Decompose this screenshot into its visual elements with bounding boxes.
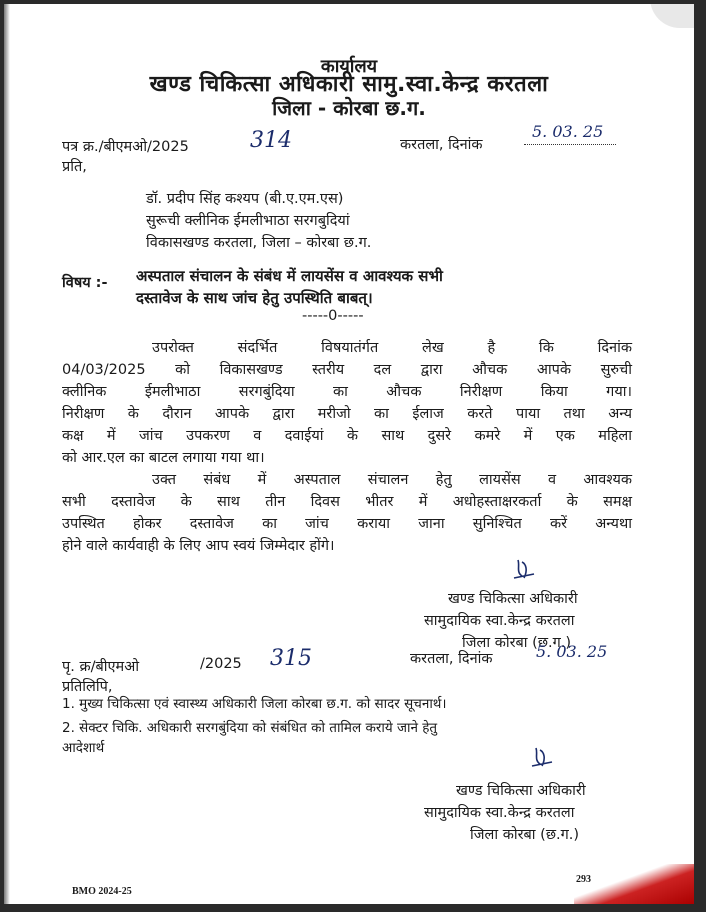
signature-line: खण्ड चिकित्सा अधिकारी	[448, 591, 578, 607]
letter-ref-prefix: पत्र क्र./बीएमओ/2025	[62, 139, 189, 155]
letter-place-date-label: करतला, दिनांक	[400, 137, 483, 153]
recipient-line: विकासखण्ड करतला, जिला – कोरबा छ.ग.	[146, 235, 372, 251]
copy-item: 2. सेक्टर चिकि. अधिकारी सरगबुंदिया को संबंधित को तामिल कराये जाने हेतु	[62, 720, 438, 736]
body-line: 04/03/2025 को विकासखण्ड स्तरीय दल द्वारा औचक आपके सुरुची	[62, 362, 632, 378]
body-line: को आर.एल का बाटल लगाया गया था।	[62, 450, 265, 466]
recipient-line: सुरूची क्लीनिक ईमलीभाठा सरगबुदियां	[146, 213, 350, 229]
signature-line: सामुदायिक स्वा.केन्द्र करतला	[424, 613, 575, 629]
body-line: उपस्थित होकर दस्तावेज का जांच कराया जाना सुनिश्चित करें अन्यथा	[62, 516, 632, 532]
subject-line: अस्पताल संचालन के संबंध में लायसेंस व आवश्यक सभी	[136, 267, 443, 285]
subject-label: विषय :-	[62, 275, 108, 291]
corner-mark	[650, 4, 694, 28]
page-number: 293	[576, 874, 591, 885]
copy-item: आदेशार्थ	[62, 740, 105, 756]
copy-ref-year: /2025	[200, 656, 242, 672]
copy-label: प्रतिलिपि,	[62, 679, 113, 695]
body-line: कक्ष में जांच उपकरण व दवाईयां के साथ दुसरे कमरे में एक महिला	[62, 428, 632, 444]
copy-item: 1. मुख्य चिकित्सा एवं स्वास्थ्य अधिकारी जिला कोरबा छ.ग. को सादर सूचनार्थ।	[62, 696, 447, 712]
body-line: निरीक्षण के दौरान आपके द्वारा मरीजो का ईलाज करते पाया तथा अन्य	[62, 406, 632, 422]
page-edge-shadow	[4, 4, 10, 904]
copy-place-date-label: करतला, दिनांक	[410, 651, 493, 667]
copy-date-handwritten: 5. 03. 25	[536, 642, 608, 661]
footer-code: BMO 2024-25	[72, 886, 132, 897]
signature-mark	[528, 744, 558, 770]
office-title: कार्यालय	[320, 56, 378, 77]
copy-signature-line: जिला कोरबा (छ.ग.)	[470, 827, 580, 843]
bottom-corner-red	[574, 864, 694, 904]
subject-divider: -----0-----	[302, 308, 364, 324]
date-dotted-line	[524, 144, 616, 145]
signature-line: जिला कोरबा (छ.ग.)	[462, 635, 572, 651]
letter-page	[4, 4, 694, 904]
copy-ref-prefix: पृ. क्र/बीएमओ	[62, 659, 140, 675]
body-line: क्लीनिक ईमलीभाठा सरगबुंदिया का औचक निरीक्षण किया गया।	[62, 384, 632, 400]
body-line: उपरोक्त संदर्भित विषयातंर्गत लेख है कि दिनांक	[152, 340, 632, 356]
subject-line: दस्तावेज के साथ जांच हेतु उपस्थिति बाबत्।	[136, 289, 373, 307]
recipient-line: डॉ. प्रदीप सिंह कश्यप (बी.ए.एम.एस)	[146, 191, 344, 207]
letter-date-handwritten: 5. 03. 25	[532, 122, 604, 141]
body-line: उक्त संबंध में अस्पताल संचालन हेतु लायसेंस व आवश्यक	[152, 472, 632, 488]
copy-ref-number: 315	[270, 646, 312, 671]
signature-mark	[510, 556, 540, 582]
to-label: प्रति,	[62, 159, 87, 175]
body-line: होने वाले कार्यवाही के लिए आप स्वयं जिम्मेदार होंगे।	[62, 538, 335, 554]
office-district: जिला - कोरबा छ.ग.	[272, 96, 426, 120]
office-name: खण्ड चिकित्सा अधिकारी सामु.स्वा.केन्द्र करतला	[149, 72, 549, 97]
copy-signature-line: खण्ड चिकित्सा अधिकारी	[456, 783, 586, 799]
letter-ref-number: 314	[250, 128, 292, 153]
copy-signature-line: सामुदायिक स्वा.केन्द्र करतला	[424, 805, 575, 821]
body-line: सभी दस्तावेज के साथ तीन दिवस भीतर में अधोहस्ताक्षरकर्ता के समक्ष	[62, 494, 632, 510]
